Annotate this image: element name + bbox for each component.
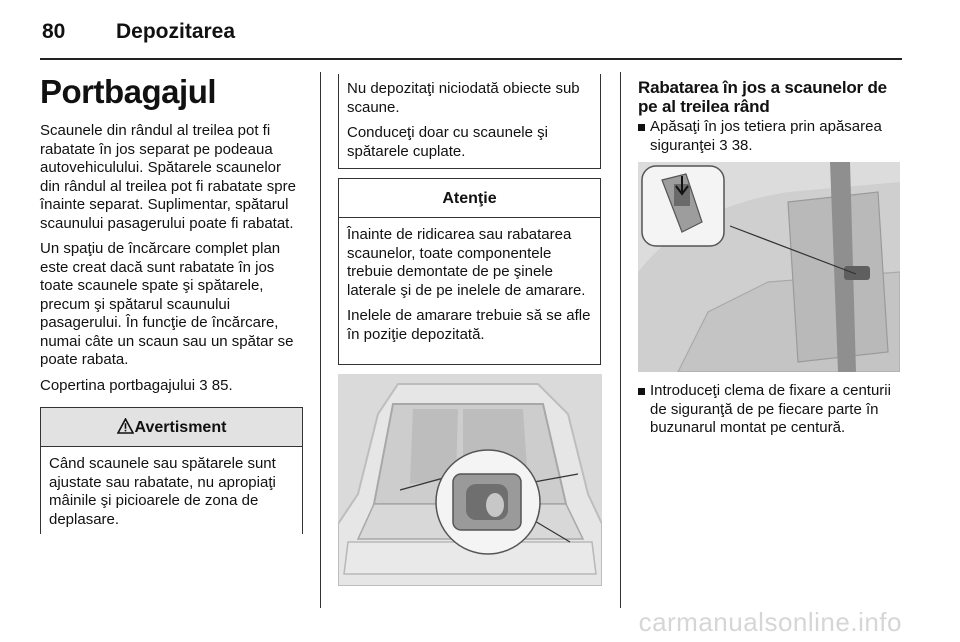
trunk-floor-figure: [338, 374, 602, 586]
seat-belt-illustration: [638, 162, 900, 372]
page-number: 80: [42, 20, 66, 43]
section-title: Depozitarea: [116, 20, 236, 43]
attention-box: [338, 178, 601, 365]
watermark: carmanualsonline.info: [638, 607, 902, 637]
column-3-lower: [638, 382, 902, 438]
box-paragraph: Inelele de amarare trebuie să se afle în poziţie depozitată.: [347, 307, 591, 343]
continued-warning-box: [338, 74, 601, 169]
attention-box-body: [339, 218, 600, 352]
warning-box-title: Avertisment: [134, 419, 227, 436]
box-paragraph: Conduceţi doar cu scaunele şi spătarele cuplate.: [347, 124, 548, 160]
warning-triangle-icon: [117, 418, 134, 434]
column-divider-1: [320, 72, 321, 608]
warning-box: [40, 407, 303, 534]
warning-box-header: [41, 408, 302, 447]
header-rule: [40, 58, 902, 60]
box-paragraph: Înainte de ridicarea sau rabatarea scaunelor, toate componentele trebuie demontate de pe şinele laterale şi de pe inelele de amarare.: [347, 226, 586, 299]
trunk-illustration: [338, 374, 602, 586]
warning-box-body: [41, 447, 302, 537]
warning-text: Când scaunele sau spătarele sunt ajustate sau rabatate, nu apropiaţi mâinile şi picioarele de zona de deplasare.: [49, 455, 276, 528]
cross-reference-paragraph: Copertina portbagajului 3 85.: [40, 376, 233, 394]
column-divider-2: [620, 72, 621, 608]
continued-box-body: [339, 74, 600, 169]
paragraph: Scaunele din rândul al treilea pot fi rabatate în jos separat pe podeaua autovehiculului. Spătarele scaunelor din rândul al treilea pot fi rabatate spre înainte separat. Suplimentar, spătarul scaunului pasagerului poate fi rabatat.: [40, 122, 296, 232]
subsection-heading: Rabatarea în jos a scaunelor de pe al treilea rând: [638, 78, 887, 116]
instruction-bullet: Introduceţi clema de fixare a centurii de siguranţă de pe fiecare parte în buzunarul montat pe centură.: [638, 382, 902, 438]
column-1: [40, 74, 304, 395]
instruction-bullet: Apăsaţi în jos tetiera prin apăsarea siguranţei 3 38.: [638, 118, 902, 155]
attention-box-title: Atenţie: [339, 179, 600, 218]
column-3: [638, 78, 902, 155]
seat-belt-figure: [638, 162, 900, 372]
page-heading: Portbagajul: [40, 73, 217, 110]
paragraph: Un spaţiu de încărcare complet plan este creat dacă sunt rabatate în jos toate scaunele spate şi spătarele, precum şi spătarul scaunului pasagerului. În funcţie de încărcare, numai câte un scaun sau un spătar se poate rabata.: [40, 240, 294, 368]
box-paragraph: Nu depozitaţi niciodată obiecte sub scaune.: [347, 80, 580, 116]
